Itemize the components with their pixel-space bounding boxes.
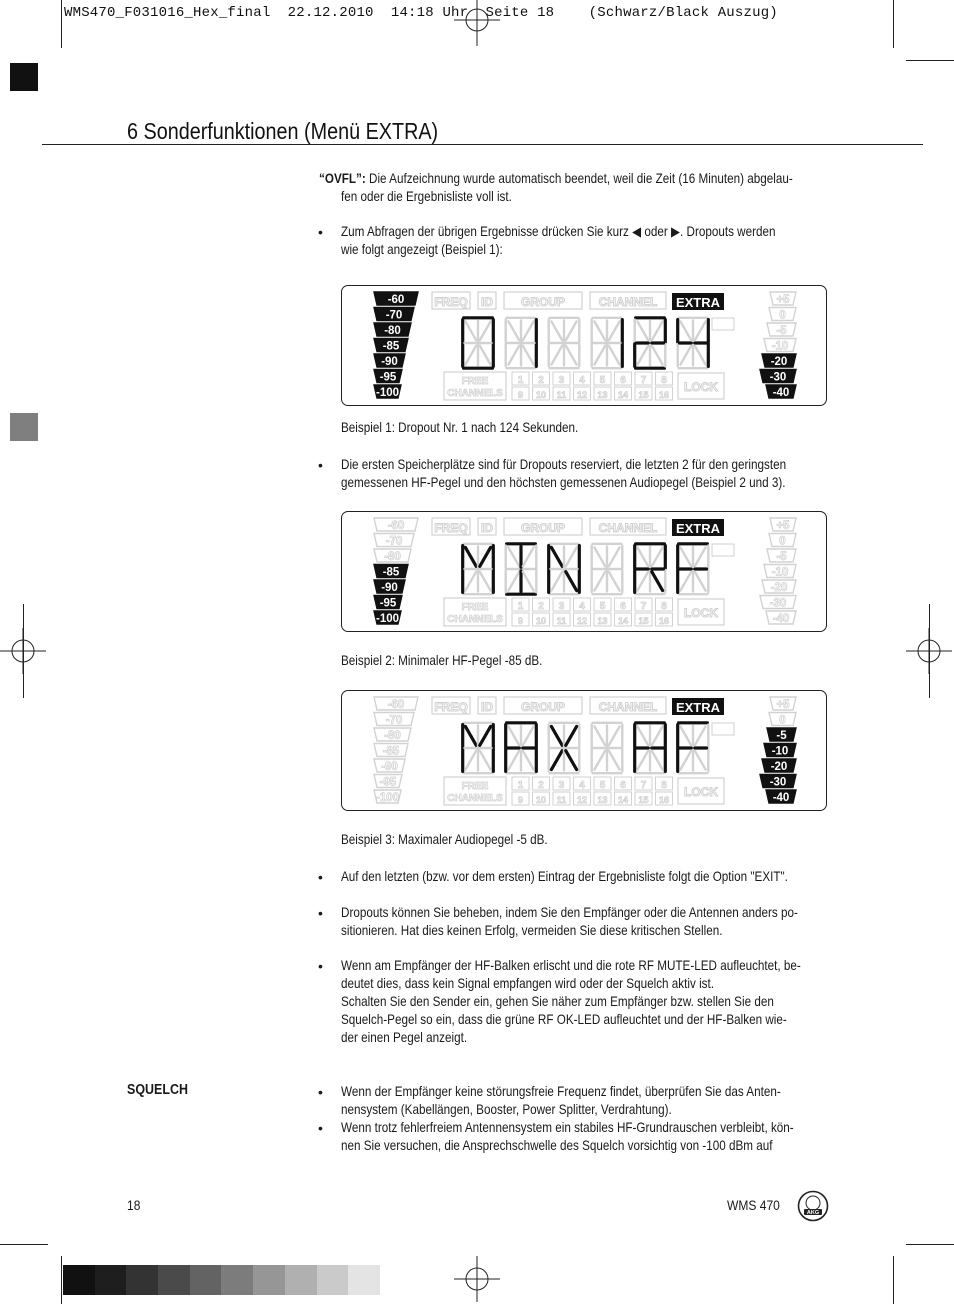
bullet5-line-1: Wenn am Empfänger der HF-Balken erlischt und die rote RF MUTE-LED aufleuchtet, be- [341,958,801,973]
lcd-segment-dim [609,547,620,566]
lcd-level-label: 0 [779,309,786,322]
lcd-channels-label: CHANNELS [447,614,503,625]
lcd-channel-number: 14 [617,390,629,400]
lcd-group-label: GROUP [520,700,566,714]
lcd-channel-number: 9 [517,795,524,805]
lcd-segment-lit [566,751,577,770]
crop-line [23,604,24,698]
caption-example-2: Beispiel 2: Minimaler HF-Pegel -85 dB. [341,653,543,668]
lcd-level-label: +5 [776,294,790,306]
lcd-level-label: -60 [387,294,405,306]
lcd-id-label: ID [481,295,493,309]
lcd-level-label: -70 [385,309,403,322]
lcd-free-label: FREE [461,376,489,387]
lcd-small-indicator [712,544,734,556]
lcd-extra-label: EXTRA [675,295,721,310]
lcd-segment-dim [508,547,519,566]
lcd-segment-dim [465,572,476,591]
bullet2-line-2: gemessenen HF-Pegel und den höchsten gemessenen Audiopegel (Beispiel 2 und 3). [341,475,786,490]
lcd-segment-dim [551,346,562,365]
lcd-segment-dim [594,726,605,745]
akg-logo-icon [797,1190,829,1222]
lcd-channel-number: 6 [620,601,626,612]
lcd-level-label: 0 [779,714,786,727]
lcd-channels-label: CHANNELS [447,793,503,804]
lcd-extra-label: EXTRA [675,700,721,715]
lcd-segment-dim [652,751,663,770]
lcd-level-label: -90 [381,761,398,773]
lcd-segment-dim [637,346,648,365]
lcd-channel-number: 9 [517,616,524,626]
lcd-channel-number: 4 [579,780,585,791]
lcd-segment-dim [680,547,691,566]
lcd-level-label: -95 [379,776,397,789]
lcd-level-label: 0 [779,535,786,548]
lcd-channel-number: 14 [617,616,629,626]
strip-swatch [317,1265,349,1295]
lcd-level-label: -40 [772,792,790,804]
lcd-segment-dim [465,346,476,365]
lcd-segment-lit [465,726,476,745]
lcd-level-label: -20 [770,582,788,594]
lcd-segment-dim [480,751,491,770]
lcd-id-label: ID [481,700,493,714]
lcd-level-label: -40 [772,613,790,625]
lcd-channel-number: 10 [535,390,547,400]
lcd-freq-label: FREQ [434,295,468,309]
lcd-segment-lit [566,726,577,745]
lcd-level-label: -70 [385,535,403,548]
lcd-channel-number: 6 [620,375,626,386]
bullet2-line-1: Die ersten Speicherplätze sind für Dropouts reserviert, die letzten 2 für den geringsten [341,457,787,472]
crop-line [893,1256,894,1304]
lcd-level-label: -85 [382,745,400,758]
lcd-segment-dim [508,346,519,365]
bullet1-line-1: Zum Abfragen der übrigen Ergebnisse drücken Sie kurz ◀ oder ▶. Dropouts werden [341,224,776,239]
lcd-segment-dim [652,726,663,745]
lcd-segment-lit [551,751,562,770]
lcd-channel-number: 13 [597,795,608,805]
lcd-segment-dim [594,547,605,566]
lcd-freq-label: FREQ [434,700,468,714]
color-calibration-strip [63,1265,380,1295]
lcd-segment-dim [566,547,577,566]
lcd-segment-dim [566,346,577,365]
ovfl-text: Die Aufzeichnung wurde automatisch beendet, weil die Zeit (16 Minuten) abgelau- [365,171,793,186]
strip-swatch [126,1265,158,1295]
lcd-group-label: GROUP [520,521,566,535]
lcd-segment-dim [523,726,534,745]
lcd-channel-number: 4 [579,601,585,612]
lcd-channel-number: 1 [517,601,524,612]
lcd-segment-dim [523,547,534,566]
lcd-channel-number: 5 [599,780,606,791]
lcd-segment-dim [508,751,519,770]
lcd-segment-dim [508,321,519,340]
bullet7-line-1: Wenn trotz fehlerfreiem Antennensystem ein stabiles HF-Grundrauschen verbleibt, kön- [341,1120,794,1135]
lcd-segment-dim [609,346,620,365]
strip-swatch [63,1265,95,1295]
lcd-level-label: -30 [769,597,787,610]
lcd-segment-dim [480,572,491,591]
lcd-channel-number: 15 [638,616,649,626]
title-rule [42,144,923,145]
lcd-channel-number: 7 [640,601,647,612]
lcd-channel-label: CHANNEL [598,521,658,535]
bullet-marker: • [318,1084,323,1100]
lcd-segment-lit [480,726,491,745]
lcd-level-label: +5 [776,699,790,711]
crop-line [906,60,954,61]
lcd-level-label: -60 [387,520,405,532]
crop-line [61,1256,62,1304]
lcd-channel-number: 14 [617,795,629,805]
bullet5-line-3: Schalten Sie den Sender ein, gehen Sie näher zum Empfänger bzw. stellen Sie den [341,994,774,1009]
crop-line [893,0,894,48]
bullet5-line-4: Squelch-Pegel so ein, dass die grüne RF OK-LED aufleuchtet und der HF-Balken wie- [341,1012,787,1027]
print-header: WMS470_F031016_Hex_final 22.12.2010 14:18 Uhr Seite 18 (Schwarz/Black Auszug) [64,5,778,21]
lcd-channel-number: 7 [640,375,647,386]
lcd-channel-number: 3 [558,780,565,791]
lcd-channel-number: 3 [558,375,565,386]
lcd-segment-dim [523,321,534,340]
bullet5-line-2: deutet dies, dass kein Signal empfangen wird oder der Squelch aktiv ist. [341,976,715,991]
lcd-segment-lit [652,572,663,591]
lcd-level-label: -10 [771,566,789,579]
strip-swatch [95,1265,127,1295]
lcd-level-label: -20 [770,356,788,368]
lcd-level-label: -85 [382,566,400,579]
lcd-segment-dim [594,321,605,340]
lcd-segment-dim [637,726,648,745]
lcd-channel-number: 16 [658,616,670,626]
lcd-channel-number: 13 [597,616,608,626]
lcd-segment-dim [680,726,691,745]
crop-line [906,1244,954,1245]
lcd-channel-number: 3 [558,601,565,612]
lcd-channel-number: 2 [538,375,544,386]
lcd-channel-number: 5 [599,601,606,612]
lcd-level-label: -85 [382,340,400,353]
lcd-display-example-2 [341,511,827,632]
strip-swatch [285,1265,317,1295]
lcd-segment-dim [680,751,691,770]
bullet6-line-2: nensystem (Kabellängen, Booster, Power Splitter, Verdrahtung). [341,1102,672,1117]
bullet1-line-2: wie folgt angezeigt (Beispiel 1): [341,242,503,257]
bullet4-line-2: sitionieren. Hat dies keinen Erfolg, vermeiden Sie diese kritischen Stellen. [341,923,723,938]
lcd-segment-lit [465,547,476,566]
lcd-channel-number: 1 [517,375,524,386]
lcd-segment-dim [695,726,706,745]
lcd-id-label: ID [481,521,493,535]
lcd-segment-lit [566,572,577,591]
lcd-channel-number: 6 [620,780,626,791]
lcd-level-label: -60 [387,699,405,711]
lcd-channel-number: 9 [517,390,524,400]
lcd-channel-number: 16 [658,795,670,805]
lcd-level-label: -100 [375,613,400,625]
lcd-segment-dim [594,751,605,770]
lcd-channel-number: 2 [538,601,544,612]
lcd-small-indicator [712,318,734,330]
lcd-segment-dim [594,572,605,591]
strip-swatch [158,1265,190,1295]
lcd-level-label: -80 [384,551,401,563]
lcd-channel-number: 11 [556,795,567,805]
lcd-segment-dim [465,751,476,770]
lcd-segment-dim [695,547,706,566]
strip-swatch [221,1265,253,1295]
lcd-level-label: -80 [384,730,401,742]
section-tab-marker [10,413,38,441]
model-name: WMS 470 [727,1197,780,1213]
lcd-freq-label: FREQ [434,521,468,535]
squelch-heading: SQUELCH [127,1082,188,1098]
section-tab-marker [10,63,38,91]
lcd-channel-number: 12 [576,616,588,626]
lcd-segment-dim [695,572,706,591]
lcd-level-label: -80 [384,325,401,337]
lcd-group-label: GROUP [520,295,566,309]
lcd-channel-label: CHANNEL [598,700,658,714]
lcd-segment-dim [637,321,648,340]
lcd-segment-dim [652,346,663,365]
lcd-level-label: -90 [381,582,398,594]
lcd-level-label: -95 [379,371,397,384]
lcd-channel-number: 10 [535,795,547,805]
bullet5-line-5: der einen Pegel anzeigt. [341,1030,468,1045]
page-title: 6 Sonderfunktionen (Menü EXTRA) [127,118,439,144]
bullet4-line-1: Dropouts können Sie beheben, indem Sie den Empfänger oder die Antennen anders po- [341,905,798,920]
crop-line [0,1244,48,1245]
lcd-lock-label: LOCK [684,785,718,799]
bullet7-line-2: nen Sie versuchen, die Ansprechschwelle des Squelch vorsichtig von -100 dBm auf [341,1138,773,1153]
lcd-segment-dim [652,547,663,566]
lcd-segment-dim [637,751,648,770]
strip-swatch [190,1265,222,1295]
lcd-display-example-1 [341,285,827,406]
caption-example-3: Beispiel 3: Maximaler Audiopegel -5 dB. [341,832,548,847]
bullet-marker: • [318,457,323,473]
lcd-level-label: -10 [771,340,789,353]
caption-example-1: Beispiel 1: Dropout Nr. 1 nach 124 Sekunden. [341,420,579,435]
lcd-channel-number: 5 [599,375,606,386]
lcd-segment-dim [508,726,519,745]
lcd-channel-number: 13 [597,390,608,400]
lcd-channel-number: 4 [579,375,585,386]
lcd-channel-number: 16 [658,390,670,400]
logo-text: AKG [806,1210,820,1216]
crop-line [61,0,62,48]
lcd-segment-dim [637,572,648,591]
lcd-display-example-3 [341,690,827,811]
lcd-segment-dim [566,321,577,340]
lcd-channel-number: 8 [661,780,667,791]
strip-swatch [348,1265,380,1295]
lcd-segment-dim [680,572,691,591]
lcd-segment-dim [523,572,534,591]
crop-line [929,604,930,698]
bullet-marker: • [318,869,323,885]
lcd-channel-number: 8 [661,601,667,612]
lcd-level-label: -20 [770,761,788,773]
lcd-extra-label: EXTRA [675,521,721,536]
lcd-channel-number: 8 [661,375,667,386]
lcd-segment-dim [609,726,620,745]
lcd-segment-dim [551,321,562,340]
lcd-level-label: -30 [769,371,787,384]
lcd-segment-dim [523,346,534,365]
bullet6-line-1: Wenn der Empfänger keine störungsfreie Frequenz findet, überprüfen Sie das Anten- [341,1084,781,1099]
lcd-segment-dim [695,321,706,340]
lcd-segment-dim [480,346,491,365]
lcd-free-label: FREE [461,602,489,613]
lcd-level-label: -5 [776,730,787,742]
lcd-lock-label: LOCK [684,606,718,620]
lcd-channel-number: 10 [535,616,547,626]
lcd-free-label: FREE [461,781,489,792]
lcd-channel-number: 15 [638,795,649,805]
registration-mark-icon [454,1256,500,1302]
lcd-level-label: -40 [772,387,790,399]
bullet-marker: • [318,1120,323,1136]
lcd-level-label: -30 [769,776,787,789]
lcd-channel-label: CHANNEL [598,295,658,309]
lcd-level-label: -10 [771,745,789,758]
lcd-display-graphic [342,691,827,811]
lcd-channel-number: 7 [640,780,647,791]
lcd-segment-dim [680,346,691,365]
bullet-marker: • [318,958,323,974]
lcd-segment-dim [508,572,519,591]
lcd-segment-lit [480,547,491,566]
ovfl-line-1 [319,170,793,188]
ovfl-label: “OVFL”: [319,171,366,186]
lcd-level-label: -90 [381,356,398,368]
lcd-segment-dim [695,346,706,365]
lcd-segment-dim [551,572,562,591]
lcd-segment-dim [695,751,706,770]
lcd-level-label: -5 [776,551,787,563]
page-number: 18 [127,1197,141,1213]
lcd-level-label: -95 [379,597,397,610]
lcd-level-label: +5 [776,520,790,532]
lcd-segment-dim [594,346,605,365]
lcd-segment-lit [551,726,562,745]
lcd-channel-number: 12 [576,795,588,805]
lcd-channel-number: 11 [556,390,567,400]
lcd-display-graphic [342,512,827,632]
bullet-marker: • [318,905,323,921]
registration-mark-icon [454,0,500,46]
lcd-segment-dim [680,321,691,340]
lcd-segment-dim [465,321,476,340]
lcd-display-graphic [342,286,827,406]
lcd-level-label: -5 [776,325,787,337]
bullet-marker: • [318,224,323,240]
lcd-segment-dim [609,321,620,340]
lcd-channels-label: CHANNELS [447,388,503,399]
lcd-level-label: -100 [375,387,400,399]
lcd-segment-lit [551,547,562,566]
lcd-channel-number: 15 [638,390,649,400]
lcd-channel-number: 12 [576,390,588,400]
bullet3-line-1: Auf den letzten (bzw. vor dem ersten) Eintrag der Ergebnisliste folgt die Option "EXIT". [341,869,788,884]
lcd-segment-dim [480,321,491,340]
lcd-channel-number: 2 [538,780,544,791]
lcd-channel-number: 11 [556,616,567,626]
lcd-small-indicator [712,723,734,735]
lcd-segment-dim [637,547,648,566]
lcd-segment-dim [609,572,620,591]
lcd-segment-dim [609,751,620,770]
lcd-channel-number: 1 [517,780,524,791]
lcd-segment-dim [652,321,663,340]
lcd-segment-dim [523,751,534,770]
lcd-level-label: -70 [385,714,403,727]
lcd-lock-label: LOCK [684,380,718,394]
ovfl-line-2: fen oder die Ergebnisliste voll ist. [341,189,512,204]
strip-swatch [253,1265,285,1295]
lcd-level-label: -100 [375,792,400,804]
